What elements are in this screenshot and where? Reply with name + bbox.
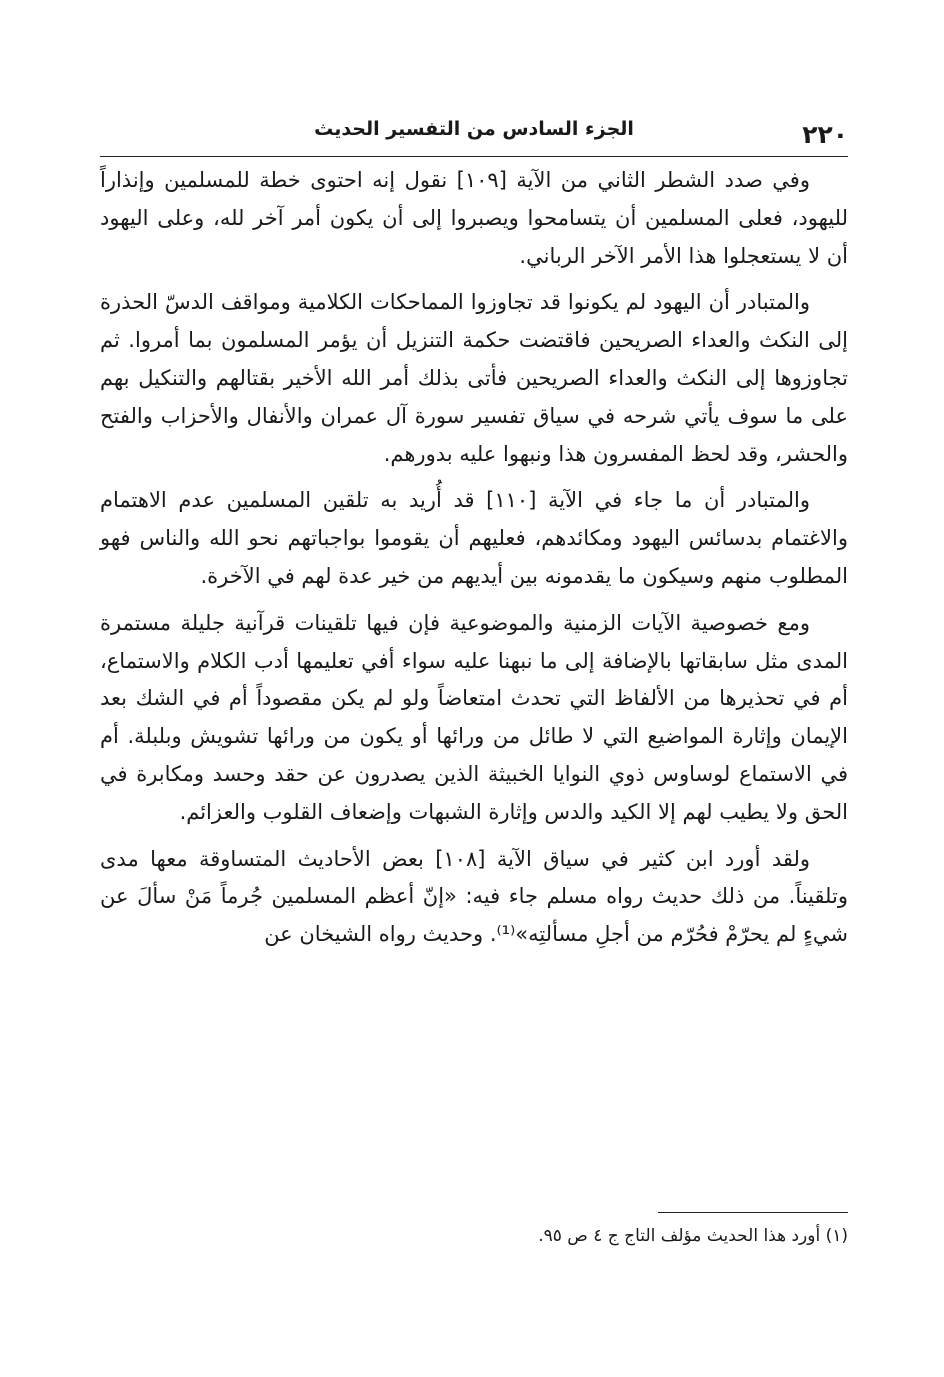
footnote [100, 1222, 848, 1250]
paragraph-2: والمتبادر أن اليهود لم يكونوا قد تجاوزوا المماحكات الكلامية ومواقف الدسّ الحذرة إلى النكث والعداء الصريحين فاقتضت حكمة التنزيل أن يؤمر المسلمون بما أمروا. ثم تجاوزوها إلى النكث والعداء الصريحين فأتى بذلك أمر الله الأخير بقتالهم والتنكيل بهم على ما سوف يأتي شرحه في سياق تفسير سورة آل عمران والأنفال والأحزاب والفتح والحشر، وقد لحظ المفسرون هذا ونبهوا عليه بدورهم. [100, 290, 848, 466]
footnote-marker: (١) [825, 1226, 848, 1246]
body-text [100, 162, 848, 963]
page-header [100, 108, 848, 154]
running-title: الجزء السادس من التفسير الحديث [314, 118, 634, 140]
paragraph-3: والمتبادر أن ما جاء في الآية [١١٠] قد أُريد به تلقين المسلمين عدم الاهتمام والاغتمام بدسائس اليهود ومكائدهم، فعليهم أن يقوموا بواجباتهم نحو الله والناس فهو المطلوب منهم وسيكون ما يقدمونه بين أيديهم من خير عدة لهم في الآخرة. [100, 488, 848, 588]
paragraph-1: وفي صدد الشطر الثاني من الآية [١٠٩] نقول إنه احتوى خطة للمسلمين وإنذاراً لليهود، فعلى المسلمين أن يتسامحوا ويصبروا إلى أن يكون أمر آخر لله، وعلى اليهود أن لا يستعجلوا هذا الأمر الآخر الرباني. [100, 168, 848, 268]
page-number: ٢٢٠ [802, 120, 848, 149]
footnote-text: أورد هذا الحديث مؤلف التاج ج ٤ ص ٩٥. [538, 1226, 821, 1246]
paragraph-5: ولقد أورد ابن كثير في سياق الآية [١٠٨] بعض الأحاديث المتساوقة معها مدى وتلقيناً. من ذلك حديث رواه مسلم جاء فيه: «إنّ أعظم المسلمين جُرماً مَنْ سألَ عن شيءٍ لم يحرّمْ فحُرّم من أجلِ مسألتِه»⁽¹⁾. وحديث رواه الشيخان عن [100, 846, 848, 947]
paragraph-4: ومع خصوصية الآيات الزمنية والموضوعية فإن فيها تلقينات قرآنية جليلة مستمرة المدى مثل سابقاتها بالإضافة إلى ما نبهنا عليه سواء أفي تعليمها أدب الكلام والاستماع، أم في تحذيرها من الألفاظ التي تحدث امتعاضاً ولو لم يكن مقصوداً أم في الشك بعد الإيمان وإثارة المواضيع التي لا طائل من ورائها أو يكون من ورائها تشويش وبلبلة. أم في الاستماع لوساوس ذوي النوايا الخبيثة الذين يصدرون عن حقد وحسد ومكابرة في الحق ولا يطيب لهم إلا الكيد والدس وإثارة الشبهات وإضعاف القلوب والعزائم. [100, 610, 848, 824]
header-rule [100, 156, 848, 157]
footnote-rule [658, 1212, 848, 1213]
